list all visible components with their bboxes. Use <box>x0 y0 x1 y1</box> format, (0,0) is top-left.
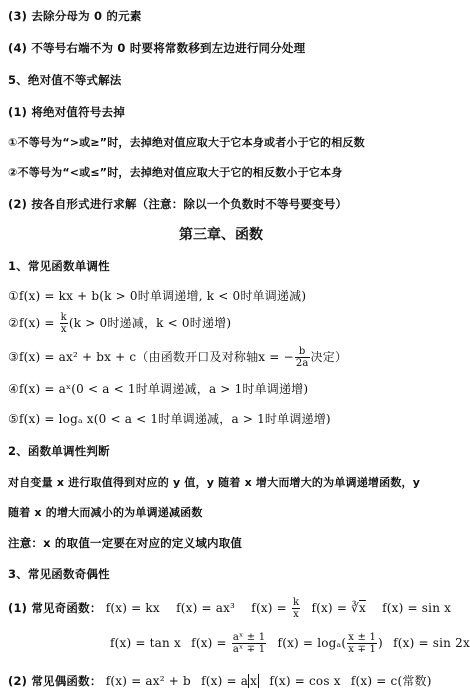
formula: f(x) = kx + b(k > 0时单调递增, k < 0时单调递减) <box>18 289 307 303</box>
denominator: x <box>60 324 67 335</box>
radicand: $\overline{x}$ <box>358 601 366 615</box>
formula-line <box>8 410 436 427</box>
formula-line <box>8 672 436 689</box>
text-line: ①不等号为“>或≥”时，去掉绝对值应取大于它本身或者小于它的相反数 <box>8 136 365 149</box>
numerator: k <box>292 597 300 608</box>
text-line: (2) 按各自形式进行求解（注意：除以一个负数时不等号要变号） <box>8 197 348 211</box>
formula: ) <box>378 636 383 650</box>
formula: f(x) = <box>191 636 231 650</box>
formula: f(x) = c(常数) <box>350 674 432 688</box>
formula: f(x) = logₐ x(0 < a < 1时单调递减，a > 1时单调递增) <box>18 412 331 426</box>
formula: f(x) = aˣ(0 < a < 1时单调递减，a > 1时单调递增) <box>18 382 309 396</box>
fraction <box>295 346 310 369</box>
circled-number: ② <box>8 316 19 330</box>
formula: f(x) = <box>18 316 59 330</box>
circled-number: ⑤ <box>8 412 19 426</box>
text-line: (4) 不等号右端不为 0 时要将常数移到左边进行同分处理 <box>8 41 306 55</box>
formula: f(x) = ax³ <box>176 601 236 615</box>
denominator: x ∓ 1 <box>348 644 377 655</box>
formula-line <box>8 287 436 304</box>
denominator: 2a <box>295 358 309 369</box>
text-line: 对自变量 x 进行取值得到对应的 y 值，y 随着 x 增大而增大的为单调递增函数，y <box>8 476 421 489</box>
absolute-value: x <box>250 674 258 688</box>
denominator: aˣ ∓ 1 <box>232 644 266 655</box>
fraction <box>60 312 68 335</box>
text-line: ②不等号为“<或≤”时，去掉绝对值应取大于它的相反数小于它本身 <box>8 166 343 179</box>
numerator: x ± 1 <box>348 632 377 643</box>
section-heading: 3、常见函数奇偶性 <box>8 567 110 581</box>
section-heading: 2、函数单调性判断 <box>8 444 110 458</box>
formula: (k > 0时递减，k < 0时递增) <box>68 316 232 330</box>
fraction <box>232 632 267 655</box>
denominator: x <box>293 609 299 620</box>
circled-number: ④ <box>8 382 19 396</box>
section-heading: 5、绝对值不等式解法 <box>8 73 122 87</box>
formula: f(x) = sin 2x <box>393 636 470 650</box>
formula: f(x) = logₐ( <box>277 636 347 650</box>
formula-line <box>8 597 452 620</box>
formula-line <box>8 312 436 335</box>
formula-line <box>110 632 470 655</box>
circled-number: ③ <box>8 350 19 364</box>
formula: f(x) = ax² + bx + c（由函数开口及对称轴x = − <box>18 350 294 364</box>
text-line: 随着 x 的增大而减小的为单调递减函数 <box>8 506 203 519</box>
numerator: aˣ ± 1 <box>232 632 266 643</box>
formula-line <box>8 380 436 397</box>
formula: f(x) = a <box>201 674 249 688</box>
formula: f(x) = ∛ <box>311 601 359 615</box>
label: (2) 常见偶函数： <box>8 674 102 688</box>
fraction <box>347 632 377 655</box>
formula: 决定） <box>310 350 348 364</box>
text-line: 注意：x 的取值一定要在对应的定义域内取值 <box>8 536 243 550</box>
text-line: (1) 将绝对值符号去掉 <box>8 105 125 119</box>
formula: f(x) = sin x <box>382 601 452 615</box>
formula-line <box>8 346 436 369</box>
label: (1) 常见奇函数： <box>8 601 102 615</box>
formula: f(x) = <box>251 601 291 615</box>
section-heading: 1、常见函数单调性 <box>8 259 110 273</box>
fraction <box>292 597 300 620</box>
formula: f(x) = tan x <box>110 636 181 650</box>
text-line: (3) 去除分母为 0 的元素 <box>8 9 142 23</box>
numerator: k <box>60 312 67 323</box>
formula: f(x) = ax² + b <box>105 674 191 688</box>
chapter-title: 第三章、函数 <box>179 227 263 243</box>
circled-number: ① <box>8 289 19 303</box>
formula: f(x) = kx <box>105 601 160 615</box>
numerator: b <box>295 346 310 358</box>
formula: f(x) = cos x <box>269 674 341 688</box>
